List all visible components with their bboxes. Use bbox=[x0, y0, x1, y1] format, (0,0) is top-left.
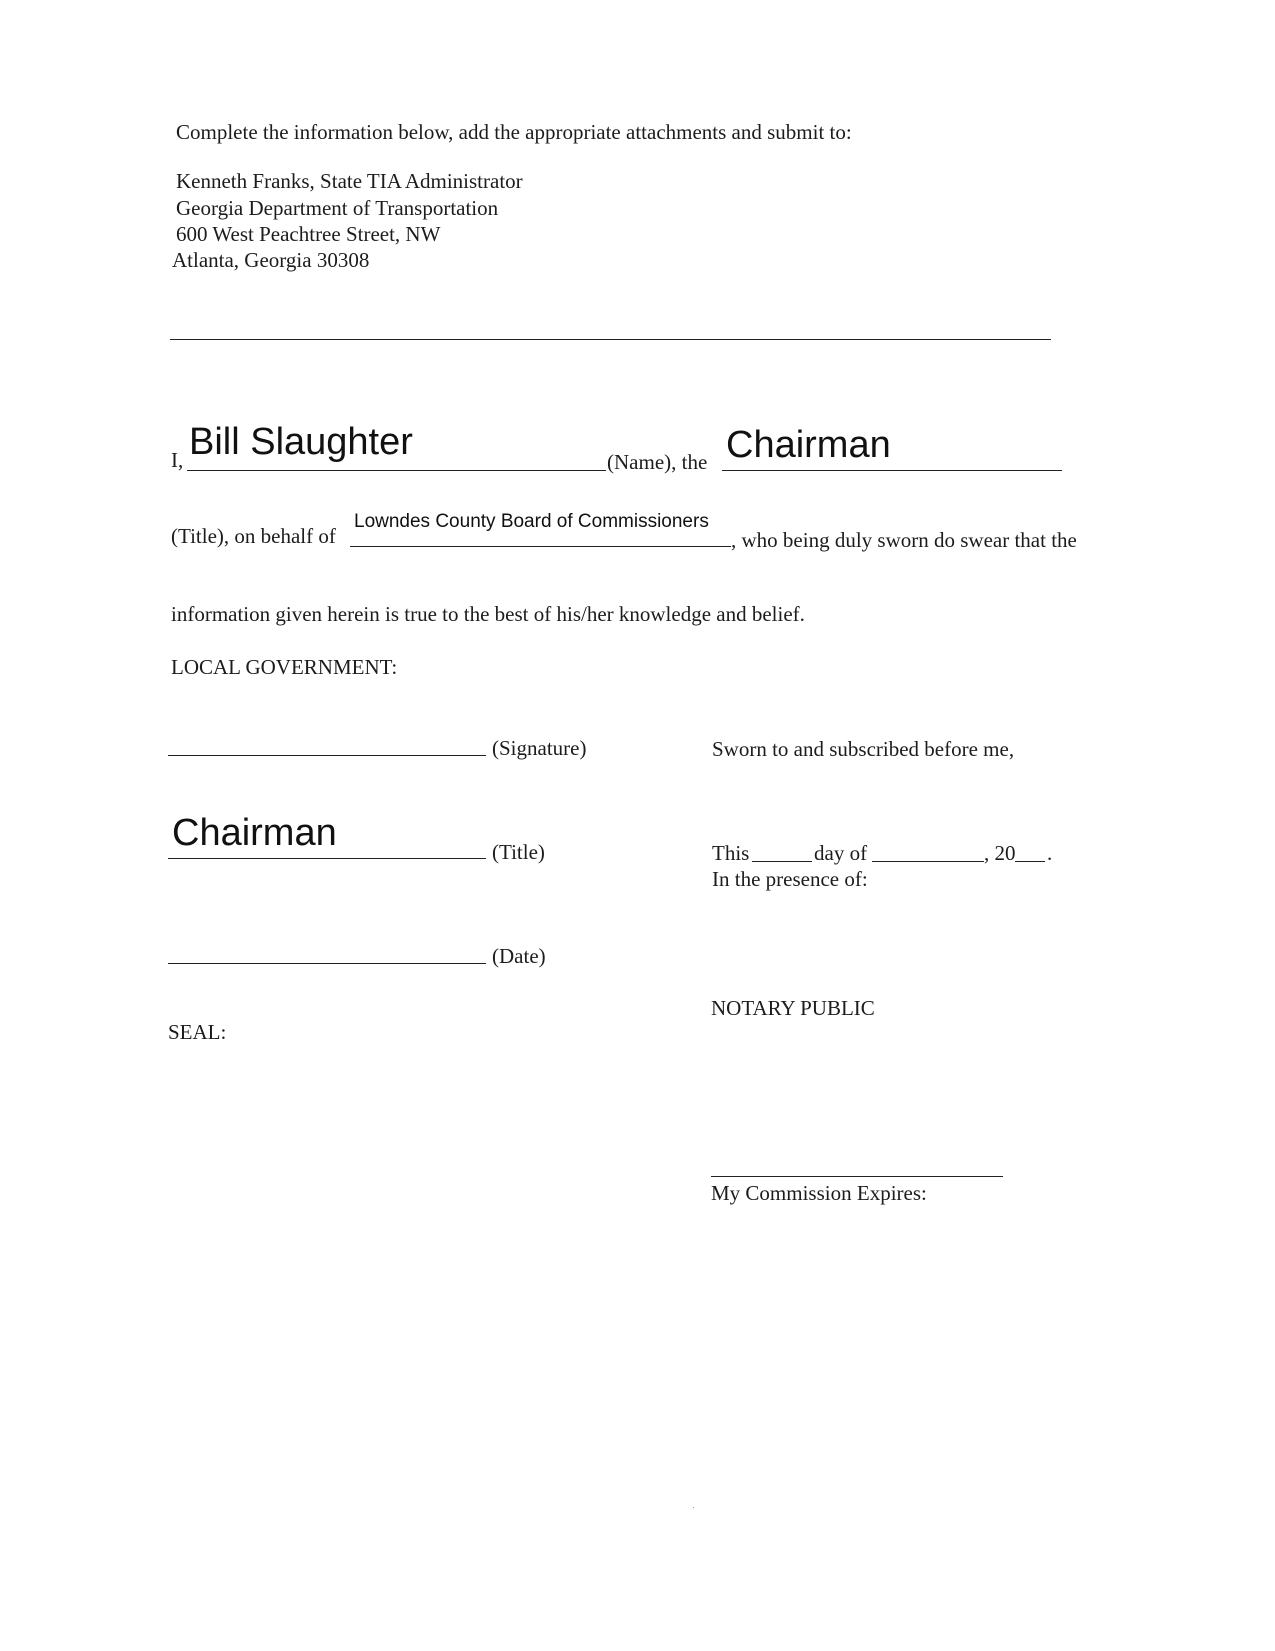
title-label: (Title), on behalf of bbox=[171, 524, 336, 548]
date-field-line[interactable] bbox=[168, 963, 486, 964]
signature-field-line[interactable] bbox=[168, 755, 486, 756]
title-field-value[interactable]: Chairman bbox=[726, 424, 891, 466]
commission-field-line[interactable] bbox=[711, 1176, 1003, 1177]
address-line-1: Kenneth Franks, State TIA Administrator bbox=[176, 169, 523, 193]
year-prefix-label: , 20 bbox=[984, 841, 1016, 865]
section-divider bbox=[170, 339, 1051, 340]
date-period: . bbox=[1047, 841, 1053, 865]
year-field-line[interactable] bbox=[1015, 861, 1045, 862]
entity-field-line[interactable] bbox=[350, 546, 731, 547]
local-government-heading: LOCAL GOVERNMENT: bbox=[171, 655, 398, 679]
oath-line-2: information given herein is true to the best of his/her knowledge and belief. bbox=[171, 602, 805, 626]
this-label: This bbox=[712, 841, 750, 865]
notary-sworn-text: Sworn to and subscribed before me, bbox=[712, 737, 1015, 761]
name-field-line[interactable] bbox=[187, 470, 606, 471]
address-line-3: 600 West Peachtree Street, NW bbox=[176, 222, 441, 246]
presence-label: In the presence of: bbox=[712, 867, 868, 891]
entity-field-value[interactable]: Lowndes County Board of Commissioners bbox=[354, 511, 709, 532]
day-of-label: day of bbox=[814, 841, 868, 865]
notary-public-label: NOTARY PUBLIC bbox=[711, 996, 875, 1020]
sworn-text: , who being duly sworn do swear that the bbox=[731, 528, 1077, 552]
scan-speck bbox=[693, 1507, 694, 1508]
name-label: (Name), the bbox=[607, 450, 708, 474]
title-field-line[interactable] bbox=[722, 470, 1062, 471]
lg-title-label: (Title) bbox=[492, 840, 545, 864]
instructions-text: Complete the information below, add the appropriate attachments and submit to: bbox=[176, 120, 852, 144]
oath-prefix: I, bbox=[171, 448, 184, 472]
address-line-4: Atlanta, Georgia 30308 bbox=[172, 248, 370, 272]
address-line-2: Georgia Department of Transportation bbox=[176, 196, 499, 220]
day-field-line[interactable] bbox=[752, 861, 812, 862]
date-label: (Date) bbox=[492, 944, 546, 968]
month-field-line[interactable] bbox=[872, 861, 984, 862]
commission-label: My Commission Expires: bbox=[711, 1181, 927, 1205]
lg-title-field-value[interactable]: Chairman bbox=[172, 812, 337, 854]
signature-label: (Signature) bbox=[492, 736, 587, 760]
name-field-value[interactable]: Bill Slaughter bbox=[189, 421, 413, 463]
lg-title-field-line[interactable] bbox=[168, 858, 486, 859]
seal-label: SEAL: bbox=[168, 1020, 227, 1044]
